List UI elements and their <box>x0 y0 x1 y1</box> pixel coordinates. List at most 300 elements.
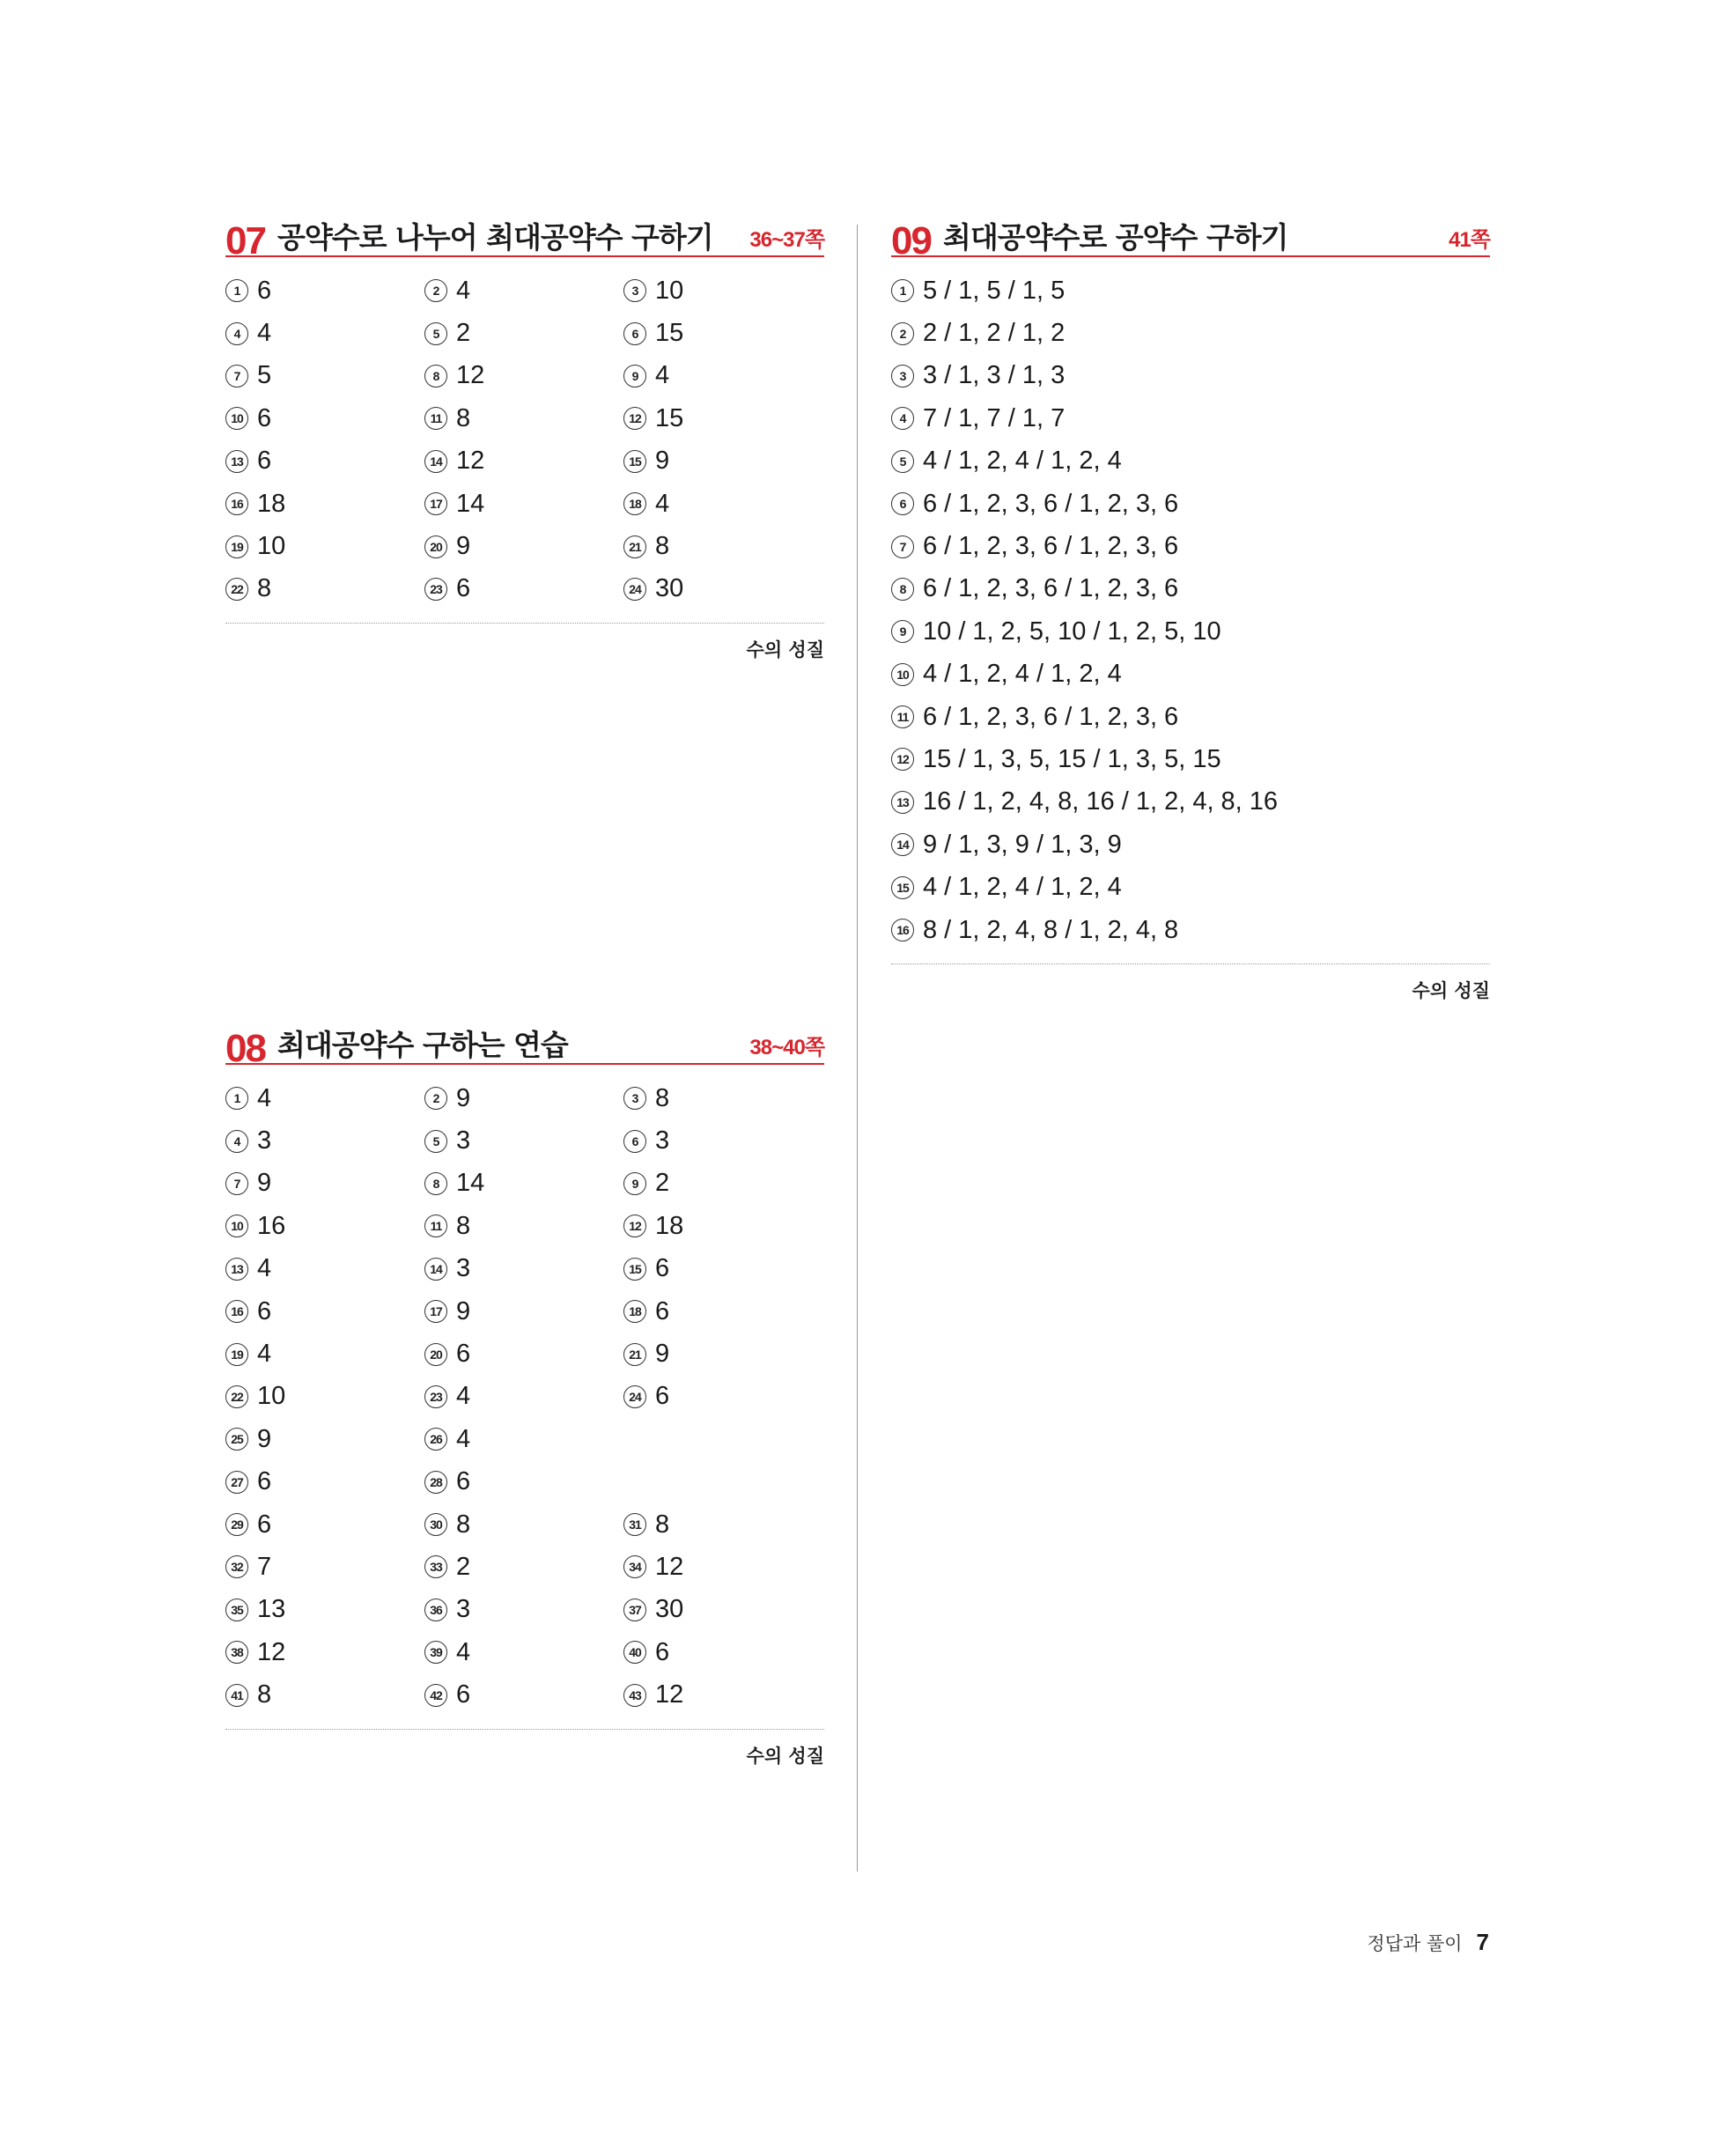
answer-item <box>623 1680 824 1709</box>
answer-row <box>225 1589 824 1631</box>
answer-value: 9 <box>456 532 471 561</box>
answer-row <box>225 1631 824 1673</box>
answer-item <box>225 1297 424 1326</box>
answer-value: 8 <box>655 532 670 561</box>
answer-row <box>225 483 824 525</box>
section-09-number: 09 <box>891 219 931 262</box>
answer-value: 2 <box>456 319 471 348</box>
answer-item <box>891 574 1490 603</box>
answer-value: 4 <box>456 276 471 305</box>
answer-value: 4 / 1, 2, 4 / 1, 2, 4 <box>923 660 1122 689</box>
answer-value: 3 <box>257 1126 272 1156</box>
circled-number: 4 <box>891 407 914 430</box>
answer-row <box>225 1376 824 1418</box>
answer-item <box>424 1467 623 1496</box>
answer-value: 6 / 1, 2, 3, 6 / 1, 2, 3, 6 <box>923 532 1179 561</box>
answer-row <box>225 1503 824 1546</box>
answer-value: 6 <box>456 574 471 603</box>
answer-item <box>225 1638 424 1667</box>
answer-item <box>623 1297 824 1326</box>
section-07 <box>225 217 824 662</box>
circled-number: 10 <box>225 1215 248 1237</box>
answer-item <box>891 404 1490 433</box>
section-09-footer-label: 수의 성질 <box>1412 980 1490 1002</box>
answer-item <box>891 787 1490 816</box>
circled-number: 5 <box>424 322 447 345</box>
answer-value: 3 <box>456 1126 471 1156</box>
answer-item <box>623 319 824 348</box>
answer-item <box>424 532 623 561</box>
answer-item <box>225 447 424 476</box>
answer-row <box>891 610 1490 653</box>
answer-row <box>225 440 824 483</box>
circled-number: 29 <box>225 1513 248 1536</box>
answer-row <box>891 653 1490 696</box>
answer-value: 8 / 1, 2, 4, 8 / 1, 2, 4, 8 <box>923 915 1179 944</box>
answer-value: 12 <box>456 447 485 476</box>
circled-number: 17 <box>424 492 447 515</box>
answer-item <box>623 574 824 603</box>
circled-number: 43 <box>623 1684 646 1707</box>
circled-number: 12 <box>623 1215 646 1237</box>
answer-value: 2 <box>456 1552 471 1581</box>
answer-value: 15 <box>655 403 684 432</box>
circled-number: 11 <box>891 705 914 728</box>
section-09 <box>891 217 1490 1003</box>
answer-item <box>424 1212 623 1241</box>
circled-number: 35 <box>225 1599 248 1621</box>
answer-value: 3 <box>456 1595 471 1624</box>
circled-number: 30 <box>424 1513 447 1536</box>
circled-number: 11 <box>424 407 447 430</box>
answer-item <box>225 1553 424 1582</box>
answer-value: 9 <box>456 1296 471 1325</box>
answer-value: 4 <box>456 1382 471 1411</box>
section-08-number: 08 <box>225 1027 265 1070</box>
answer-item <box>424 319 623 348</box>
section-07-divider <box>225 623 824 624</box>
answer-item <box>225 490 424 519</box>
answer-item <box>891 831 1490 860</box>
answer-item <box>891 277 1490 306</box>
section-08-answers <box>225 1077 824 1717</box>
answer-value: 5 / 1, 5 / 1, 5 <box>923 276 1066 305</box>
answer-item <box>225 1212 424 1241</box>
answer-value: 8 <box>456 1510 471 1539</box>
section-07-pages: 36~37쪽 <box>749 228 824 252</box>
answer-value: 18 <box>257 489 286 518</box>
answer-item <box>424 1340 623 1369</box>
answer-row <box>891 440 1490 483</box>
circled-number: 16 <box>225 1300 248 1323</box>
circled-number: 18 <box>623 492 646 515</box>
circled-number: 20 <box>424 1343 447 1366</box>
section-09-answers <box>891 270 1490 951</box>
answer-value: 6 <box>456 1680 471 1709</box>
answer-row <box>225 1418 824 1460</box>
circled-number: 37 <box>623 1599 646 1621</box>
circled-number: 5 <box>891 450 914 473</box>
answer-item <box>891 617 1490 646</box>
section-08-footer-label: 수의 성질 <box>746 1745 824 1767</box>
answer-item <box>623 1595 824 1624</box>
section-08-pages: 38~40쪽 <box>749 1036 824 1060</box>
answer-row <box>225 397 824 439</box>
answer-item <box>424 1553 623 1582</box>
answer-item <box>623 1126 824 1156</box>
circled-number: 23 <box>424 578 447 601</box>
answer-row <box>891 823 1490 866</box>
answer-value: 6 <box>257 1467 272 1496</box>
answer-item <box>424 1638 623 1667</box>
answer-value: 4 / 1, 2, 4 / 1, 2, 4 <box>923 447 1122 476</box>
answer-value: 10 <box>257 1382 286 1411</box>
circled-number: 3 <box>891 365 914 388</box>
circled-number: 6 <box>891 492 914 515</box>
circled-number: 5 <box>424 1130 447 1153</box>
answer-item <box>424 277 623 306</box>
section-07-title: 공약수로 나누어 최대공약수 구하기 <box>277 220 713 255</box>
circled-number: 20 <box>424 535 447 558</box>
answer-value: 3 <box>655 1126 670 1156</box>
circled-number: 23 <box>424 1385 447 1408</box>
answer-row <box>225 568 824 610</box>
answer-item <box>225 1126 424 1156</box>
section-08-title: 최대공약수 구하는 연습 <box>277 1028 568 1062</box>
answer-row <box>891 312 1490 354</box>
answer-item <box>623 277 824 306</box>
answer-value: 8 <box>257 1680 272 1709</box>
circled-number: 25 <box>225 1428 248 1451</box>
circled-number: 41 <box>225 1684 248 1707</box>
circled-number: 12 <box>891 748 914 771</box>
answer-row <box>891 483 1490 525</box>
answer-item <box>225 404 424 433</box>
circled-number: 8 <box>891 578 914 601</box>
section-08-header <box>225 1024 824 1070</box>
circled-number: 9 <box>891 620 914 643</box>
circled-number: 22 <box>225 1385 248 1408</box>
answer-item <box>424 574 623 603</box>
answer-row <box>225 1673 824 1716</box>
answer-row <box>891 696 1490 738</box>
answer-item <box>424 1254 623 1283</box>
answer-value: 4 <box>456 1424 471 1453</box>
circled-number: 13 <box>225 450 248 473</box>
answer-value: 8 <box>456 403 471 432</box>
circled-number: 14 <box>424 450 447 473</box>
answer-item <box>623 1553 824 1582</box>
answer-item <box>623 1510 824 1539</box>
answer-row <box>225 1205 824 1247</box>
circled-number: 42 <box>424 1684 447 1707</box>
answer-item <box>225 1467 424 1496</box>
answer-item <box>623 1382 824 1411</box>
answer-value: 3 / 1, 3 / 1, 3 <box>923 361 1066 390</box>
answer-value: 6 <box>456 1340 471 1369</box>
circled-number: 27 <box>225 1471 248 1494</box>
answer-item <box>424 1510 623 1539</box>
answer-item <box>623 447 824 476</box>
answer-row <box>225 525 824 567</box>
answer-value: 6 <box>655 1254 670 1283</box>
answer-value: 9 <box>257 1169 272 1198</box>
circled-number: 40 <box>623 1641 646 1664</box>
answer-item <box>225 361 424 390</box>
answer-value: 7 <box>257 1552 272 1581</box>
answer-row <box>891 355 1490 397</box>
circled-number: 21 <box>623 535 646 558</box>
answer-item <box>225 574 424 603</box>
answer-item <box>623 1254 824 1283</box>
circled-number: 21 <box>623 1343 646 1366</box>
answer-value: 2 / 1, 2 / 1, 2 <box>923 319 1066 348</box>
circled-number: 33 <box>424 1555 447 1578</box>
answer-item <box>623 532 824 561</box>
answer-row <box>225 1546 824 1588</box>
circled-number: 34 <box>623 1555 646 1578</box>
circled-number: 16 <box>891 919 914 941</box>
circled-number: 38 <box>225 1641 248 1664</box>
section-07-answers <box>225 270 824 610</box>
answer-item <box>891 532 1490 561</box>
circled-number: 19 <box>225 535 248 558</box>
answer-value: 16 / 1, 2, 4, 8, 16 / 1, 2, 4, 8, 16 <box>923 787 1279 816</box>
answer-item <box>891 916 1490 945</box>
circled-number: 15 <box>623 450 646 473</box>
answer-item <box>424 1297 623 1326</box>
page-footer-label: 정답과 풀이 <box>1367 1932 1463 1954</box>
circled-number: 28 <box>424 1471 447 1494</box>
answer-item <box>623 1084 824 1113</box>
answer-value: 12 <box>655 1680 684 1709</box>
circled-number: 9 <box>623 365 646 388</box>
circled-number: 31 <box>623 1513 646 1536</box>
answer-value: 6 <box>257 1296 272 1325</box>
circled-number: 8 <box>424 365 447 388</box>
answer-item <box>891 745 1490 774</box>
circled-number: 15 <box>623 1258 646 1281</box>
page-footer <box>1367 1929 1489 1956</box>
section-09-pages: 41쪽 <box>1449 228 1490 252</box>
circled-number: 2 <box>424 1087 447 1110</box>
answer-row <box>891 397 1490 439</box>
circled-number: 12 <box>623 407 646 430</box>
answer-row <box>225 1290 824 1333</box>
answer-item <box>623 361 824 390</box>
answer-value: 6 / 1, 2, 3, 6 / 1, 2, 3, 6 <box>923 702 1179 731</box>
circled-number: 13 <box>225 1258 248 1281</box>
answer-value: 6 / 1, 2, 3, 6 / 1, 2, 3, 6 <box>923 574 1179 603</box>
answer-value: 4 <box>257 1340 272 1369</box>
answer-item <box>225 1425 424 1454</box>
answer-value: 4 <box>257 1254 272 1283</box>
answer-value: 4 <box>257 319 272 348</box>
answer-value: 4 <box>655 361 670 390</box>
answer-value: 6 <box>257 403 272 432</box>
answer-item <box>623 404 824 433</box>
answer-value: 4 / 1, 2, 4 / 1, 2, 4 <box>923 873 1122 902</box>
answer-row <box>225 312 824 354</box>
answer-value: 15 / 1, 3, 5, 15 / 1, 3, 5, 15 <box>923 744 1221 773</box>
answer-value: 14 <box>456 489 485 518</box>
answer-row <box>225 1248 824 1290</box>
answer-item <box>623 1169 824 1198</box>
answer-item <box>623 1638 824 1667</box>
circled-number: 4 <box>225 322 248 345</box>
answer-value: 6 <box>257 1510 272 1539</box>
circled-number: 2 <box>891 322 914 345</box>
answer-item <box>891 703 1490 732</box>
section-09-header <box>891 217 1490 262</box>
answer-row <box>225 1077 824 1119</box>
answer-value: 9 <box>655 447 670 476</box>
circled-number: 19 <box>225 1343 248 1366</box>
answer-row <box>891 909 1490 951</box>
answer-item <box>891 660 1490 689</box>
page-number: 7 <box>1476 1929 1489 1955</box>
answer-value: 12 <box>257 1637 286 1666</box>
answer-item <box>225 1680 424 1709</box>
answer-value: 12 <box>655 1552 684 1581</box>
answer-item <box>424 1382 623 1411</box>
circled-number: 7 <box>891 535 914 558</box>
circled-number: 14 <box>891 833 914 856</box>
answer-item <box>225 532 424 561</box>
circled-number: 8 <box>424 1172 447 1195</box>
answer-value: 9 / 1, 3, 9 / 1, 3, 9 <box>923 830 1122 859</box>
circled-number: 3 <box>623 1087 646 1110</box>
answer-item <box>424 447 623 476</box>
answer-row <box>891 568 1490 610</box>
section-07-footer-label: 수의 성질 <box>746 639 824 661</box>
answer-item <box>623 490 824 519</box>
circled-number: 3 <box>623 279 646 302</box>
answer-item <box>225 1340 424 1369</box>
answer-value: 10 <box>655 276 684 305</box>
answer-item <box>225 1084 424 1113</box>
circled-number: 1 <box>891 279 914 302</box>
answer-item <box>424 1169 623 1198</box>
circled-number: 10 <box>891 663 914 686</box>
circled-number: 15 <box>891 876 914 899</box>
answer-value: 3 <box>456 1254 471 1283</box>
answer-value: 30 <box>655 1595 684 1624</box>
answer-item <box>424 404 623 433</box>
circled-number: 26 <box>424 1428 447 1451</box>
answer-row <box>225 1461 824 1503</box>
answer-item <box>891 319 1490 348</box>
answer-item <box>424 490 623 519</box>
circled-number: 17 <box>424 1300 447 1323</box>
answer-value: 6 <box>655 1637 670 1666</box>
answer-value: 9 <box>655 1340 670 1369</box>
answer-value: 10 / 1, 2, 5, 10 / 1, 2, 5, 10 <box>923 617 1221 646</box>
answer-value: 30 <box>655 574 684 603</box>
answer-item <box>891 361 1490 390</box>
answer-row <box>891 525 1490 567</box>
circled-number: 4 <box>225 1130 248 1153</box>
answer-item <box>424 1425 623 1454</box>
answer-value: 5 <box>257 361 272 390</box>
answer-item <box>225 277 424 306</box>
answer-value: 7 / 1, 7 / 1, 7 <box>923 403 1066 432</box>
answer-row <box>891 738 1490 780</box>
answer-row <box>225 1119 824 1162</box>
answer-item <box>225 319 424 348</box>
answer-value: 8 <box>456 1211 471 1240</box>
section-09-title: 최대공약수로 공약수 구하기 <box>942 220 1288 255</box>
section-08-divider <box>225 1729 824 1730</box>
circled-number: 1 <box>225 1087 248 1110</box>
answer-value: 6 / 1, 2, 3, 6 / 1, 2, 3, 6 <box>923 489 1179 518</box>
circled-number: 7 <box>225 365 248 388</box>
circled-number: 2 <box>424 279 447 302</box>
answer-row <box>225 270 824 312</box>
answer-row <box>225 1333 824 1375</box>
answer-row <box>225 355 824 397</box>
circled-number: 13 <box>891 791 914 814</box>
section-07-number: 07 <box>225 219 265 262</box>
circled-number: 36 <box>424 1599 447 1621</box>
answer-value: 4 <box>655 489 670 518</box>
answer-value: 6 <box>655 1382 670 1411</box>
answer-item <box>891 490 1490 519</box>
answer-value: 4 <box>456 1637 471 1666</box>
answer-item <box>424 1084 623 1113</box>
answer-value: 9 <box>257 1424 272 1453</box>
answer-value: 6 <box>257 447 272 476</box>
circled-number: 24 <box>623 1385 646 1408</box>
circled-number: 10 <box>225 407 248 430</box>
answer-value: 16 <box>257 1211 286 1240</box>
answer-value: 10 <box>257 532 286 561</box>
circled-number: 14 <box>424 1258 447 1281</box>
section-08 <box>225 1024 824 1768</box>
answer-value: 8 <box>655 1510 670 1539</box>
circled-number: 9 <box>623 1172 646 1195</box>
answer-value: 13 <box>257 1595 286 1624</box>
answer-item <box>424 1595 623 1624</box>
answer-value: 18 <box>655 1211 684 1240</box>
circled-number: 6 <box>623 1130 646 1153</box>
answer-item <box>891 873 1490 902</box>
circled-number: 39 <box>424 1641 447 1664</box>
answer-value: 12 <box>456 361 485 390</box>
answer-item <box>891 447 1490 476</box>
answer-item <box>225 1510 424 1539</box>
circled-number: 6 <box>623 322 646 345</box>
answer-value: 4 <box>257 1083 272 1112</box>
answer-row <box>891 270 1490 312</box>
answer-item <box>225 1595 424 1624</box>
answer-item <box>623 1340 824 1369</box>
answer-value: 6 <box>655 1296 670 1325</box>
answer-row <box>891 866 1490 908</box>
answer-value: 8 <box>257 574 272 603</box>
answer-item <box>424 1126 623 1156</box>
answer-item <box>225 1382 424 1411</box>
circled-number: 16 <box>225 492 248 515</box>
circled-number: 7 <box>225 1172 248 1195</box>
circled-number: 18 <box>623 1300 646 1323</box>
section-07-header <box>225 217 824 262</box>
answer-row <box>225 1163 824 1205</box>
answer-value: 9 <box>456 1083 471 1112</box>
answer-value: 2 <box>655 1169 670 1198</box>
circled-number: 22 <box>225 578 248 601</box>
answer-item <box>424 361 623 390</box>
